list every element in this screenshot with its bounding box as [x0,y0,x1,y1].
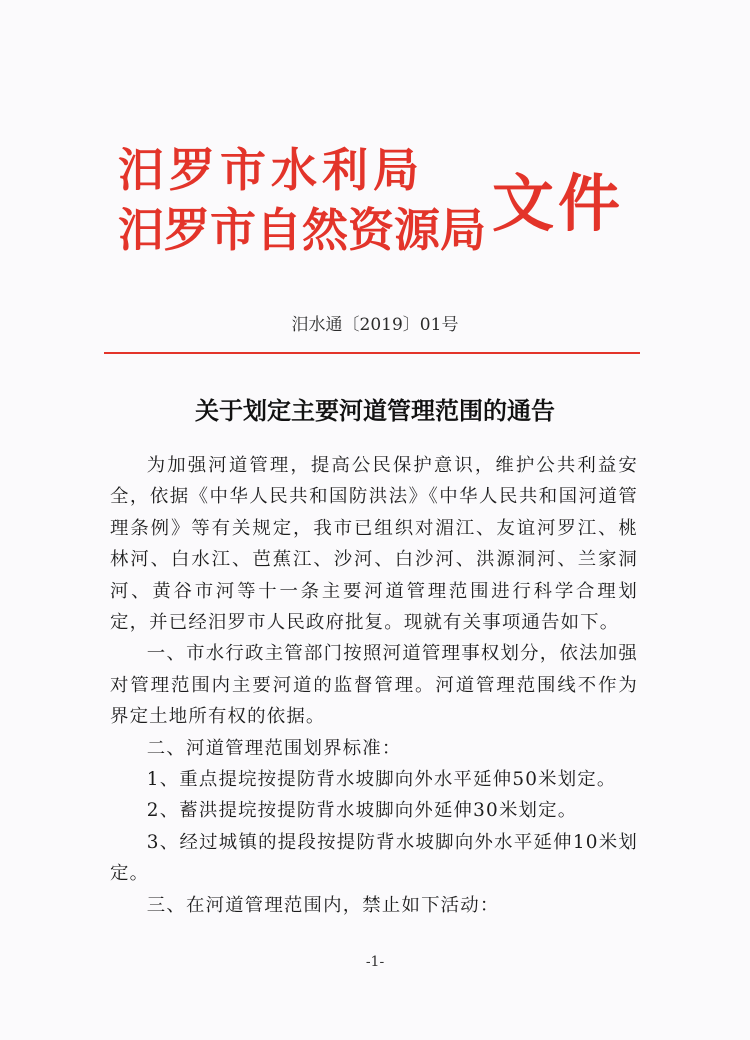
paragraph-standard-2: 2、蓄洪提垸按提防背水坡脚向外延伸30米划定。 [146,800,578,822]
page-number: -1- [365,954,385,970]
paragraph-intro: 为加强河道管理，提高公民保护意识，维护公共利益安全，依据《中华人民共和国防洪法》《中华人民共和国河道管理条例》等有关规定，我市已组织对湄江、友谊河罗江、桃林河、白水江、芭蕉江、沙河、白沙河、洪源洞河、兰家洞河、黄谷市河等十一条主要河道管理范围进行科学合理划定，并已经汨罗市人民政府批复。现就有关事项通告如下。 [110,455,638,634]
paragraph-item-3: 三、在河道管理范围内，禁止如下活动： [146,894,500,916]
issuer-block [118,140,490,260]
issuer-water-bureau: 汨罗市水利局 [118,143,424,197]
document-type-label: 文件 [492,167,625,240]
paragraph-standard-3: 3、经过城镇的提段按提防背水坡脚向外水平延伸10米划定。 [110,831,638,885]
document-number: 汨水通〔2019〕01号 [291,315,459,335]
paragraph-standard-1: 1、重点提垸按提防背水坡脚向外水平延伸50米划定。 [146,769,617,791]
notice-body [110,450,638,921]
paragraph-item-2: 二、河道管理范围划界标准： [146,737,402,759]
red-letterhead [118,140,638,280]
paragraph-item-1: 一、市水行政主管部门按照河道管理事权划分，依法加强对管理范围内主要河道的监督管理。河道管理范围线不作为界定土地所有权的依据。 [110,643,638,728]
red-divider-line [104,352,640,354]
notice-title: 关于划定主要河道管理范围的通告 [195,397,555,425]
issuer-natural-resources-bureau: 汨罗市自然资源局 [118,203,486,257]
